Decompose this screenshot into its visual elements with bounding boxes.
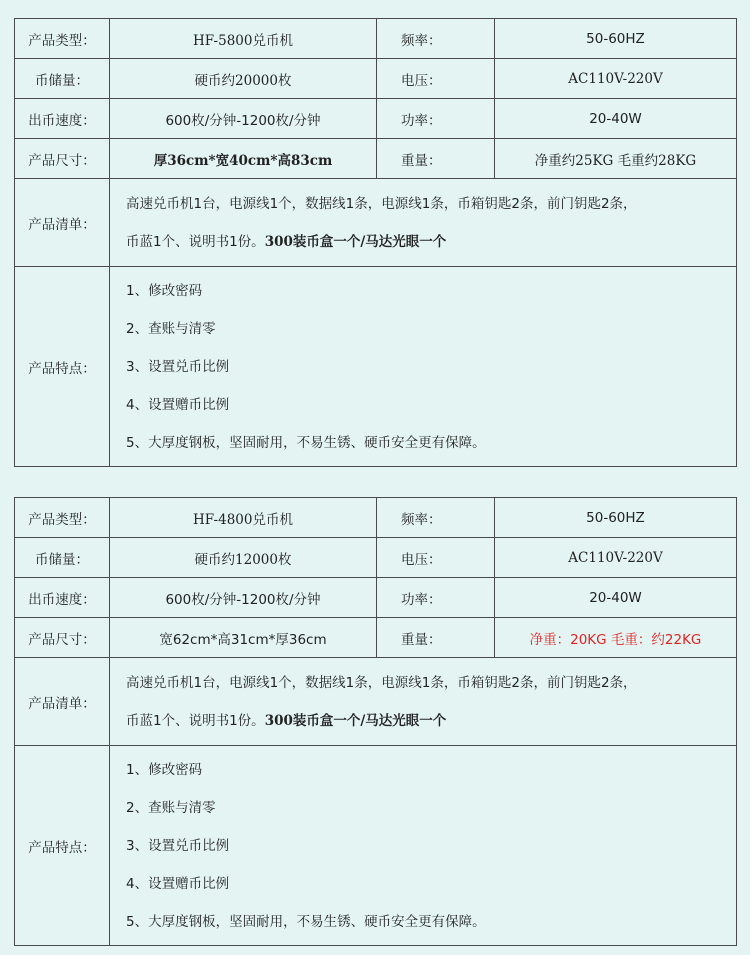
feature-item: 5、大厚度钢板，坚固耐用，不易生锈、硬币安全更有保障。 [126,434,486,451]
label-package-list: 产品清单： [15,179,110,267]
value-weight: 净重约25KG 毛重约28KG [495,139,737,179]
value-weight: 净重：20KG 毛重：约22KG [495,618,737,658]
value-package-list [110,179,737,267]
value-frequency: 50-60HZ [495,19,737,59]
value-voltage: AC110V-220V [495,59,737,99]
label-power: 功率： [377,578,495,618]
spec-row-speed [15,99,737,139]
spec-row-storage [15,538,737,578]
value-frequency: 50-60HZ [495,498,737,538]
value-features [110,267,737,467]
value-package-list [110,658,737,746]
value-power: 20-40W [495,578,737,618]
spec-row-type [15,19,737,59]
package-list-line-2-part-a: 币蓝1个、说明书1份。 [126,712,265,729]
label-dispense-speed: 出币速度： [15,578,110,618]
package-list-line-2-part-b: 300装币盒一个/马达光眼一个 [264,712,447,729]
value-features [110,746,737,946]
feature-item: 2、查账与清零 [126,799,216,816]
spec-row-features [15,267,737,467]
value-product-size: 宽62cm*高31cm*厚36cm [110,618,377,658]
spec-row-size [15,139,737,179]
spec-row-features [15,746,737,946]
label-product-size: 产品尺寸： [15,139,110,179]
spec-row-package-list [15,179,737,267]
label-features: 产品特点： [15,746,110,946]
value-product-type: HF-4800兑币机 [110,498,377,538]
value-coin-storage: 硬币约20000枚 [110,59,377,99]
value-product-size: 厚36cm*宽40cm*高83cm [110,139,377,179]
value-power: 20-40W [495,99,737,139]
package-list-line-2 [126,708,736,734]
label-frequency: 频率： [377,498,495,538]
spec-table-hf5800 [14,18,737,467]
package-list-line-2 [126,229,736,255]
label-voltage: 电压： [377,59,495,99]
feature-item: 2、查账与清零 [126,320,216,337]
label-product-type: 产品类型： [15,19,110,59]
label-weight: 重量： [377,618,495,658]
feature-item: 1、修改密码 [126,761,203,778]
label-coin-storage: 币储量： [15,59,110,99]
feature-item: 4、设置赠币比例 [126,875,230,892]
label-weight: 重量： [377,139,495,179]
label-coin-storage: 币储量： [15,538,110,578]
feature-item: 3、设置兑币比例 [126,358,230,375]
label-frequency: 频率： [377,19,495,59]
feature-item: 4、设置赠币比例 [126,396,230,413]
package-list-line-2-part-b: 300装币盒一个/马达光眼一个 [264,233,447,250]
spec-row-size [15,618,737,658]
spec-row-storage [15,59,737,99]
feature-item: 3、设置兑币比例 [126,837,230,854]
feature-item: 5、大厚度钢板，坚固耐用，不易生锈、硬币安全更有保障。 [126,913,486,930]
label-dispense-speed: 出币速度： [15,99,110,139]
spec-row-speed [15,578,737,618]
label-product-size: 产品尺寸： [15,618,110,658]
value-dispense-speed: 600枚/分钟-1200枚/分钟 [110,99,377,139]
feature-item: 1、修改密码 [126,282,203,299]
spec-row-type [15,498,737,538]
package-list-line-1: 高速兑币机1台，电源线1个，数据线1条，电源线1条，币箱钥匙2条，前门钥匙2条， [126,674,637,691]
label-package-list: 产品清单： [15,658,110,746]
label-power: 功率： [377,99,495,139]
value-voltage: AC110V-220V [495,538,737,578]
spec-table-hf4800 [14,497,737,946]
value-coin-storage: 硬币约12000枚 [110,538,377,578]
spec-row-package-list [15,658,737,746]
package-list-line-2-part-a: 币蓝1个、说明书1份。 [126,233,265,250]
package-list-line-1: 高速兑币机1台，电源线1个，数据线1条，电源线1条，币箱钥匙2条，前门钥匙2条， [126,195,637,212]
label-product-type: 产品类型： [15,498,110,538]
label-features: 产品特点： [15,267,110,467]
value-dispense-speed: 600枚/分钟-1200枚/分钟 [110,578,377,618]
value-product-type: HF-5800兑币机 [110,19,377,59]
label-voltage: 电压： [377,538,495,578]
